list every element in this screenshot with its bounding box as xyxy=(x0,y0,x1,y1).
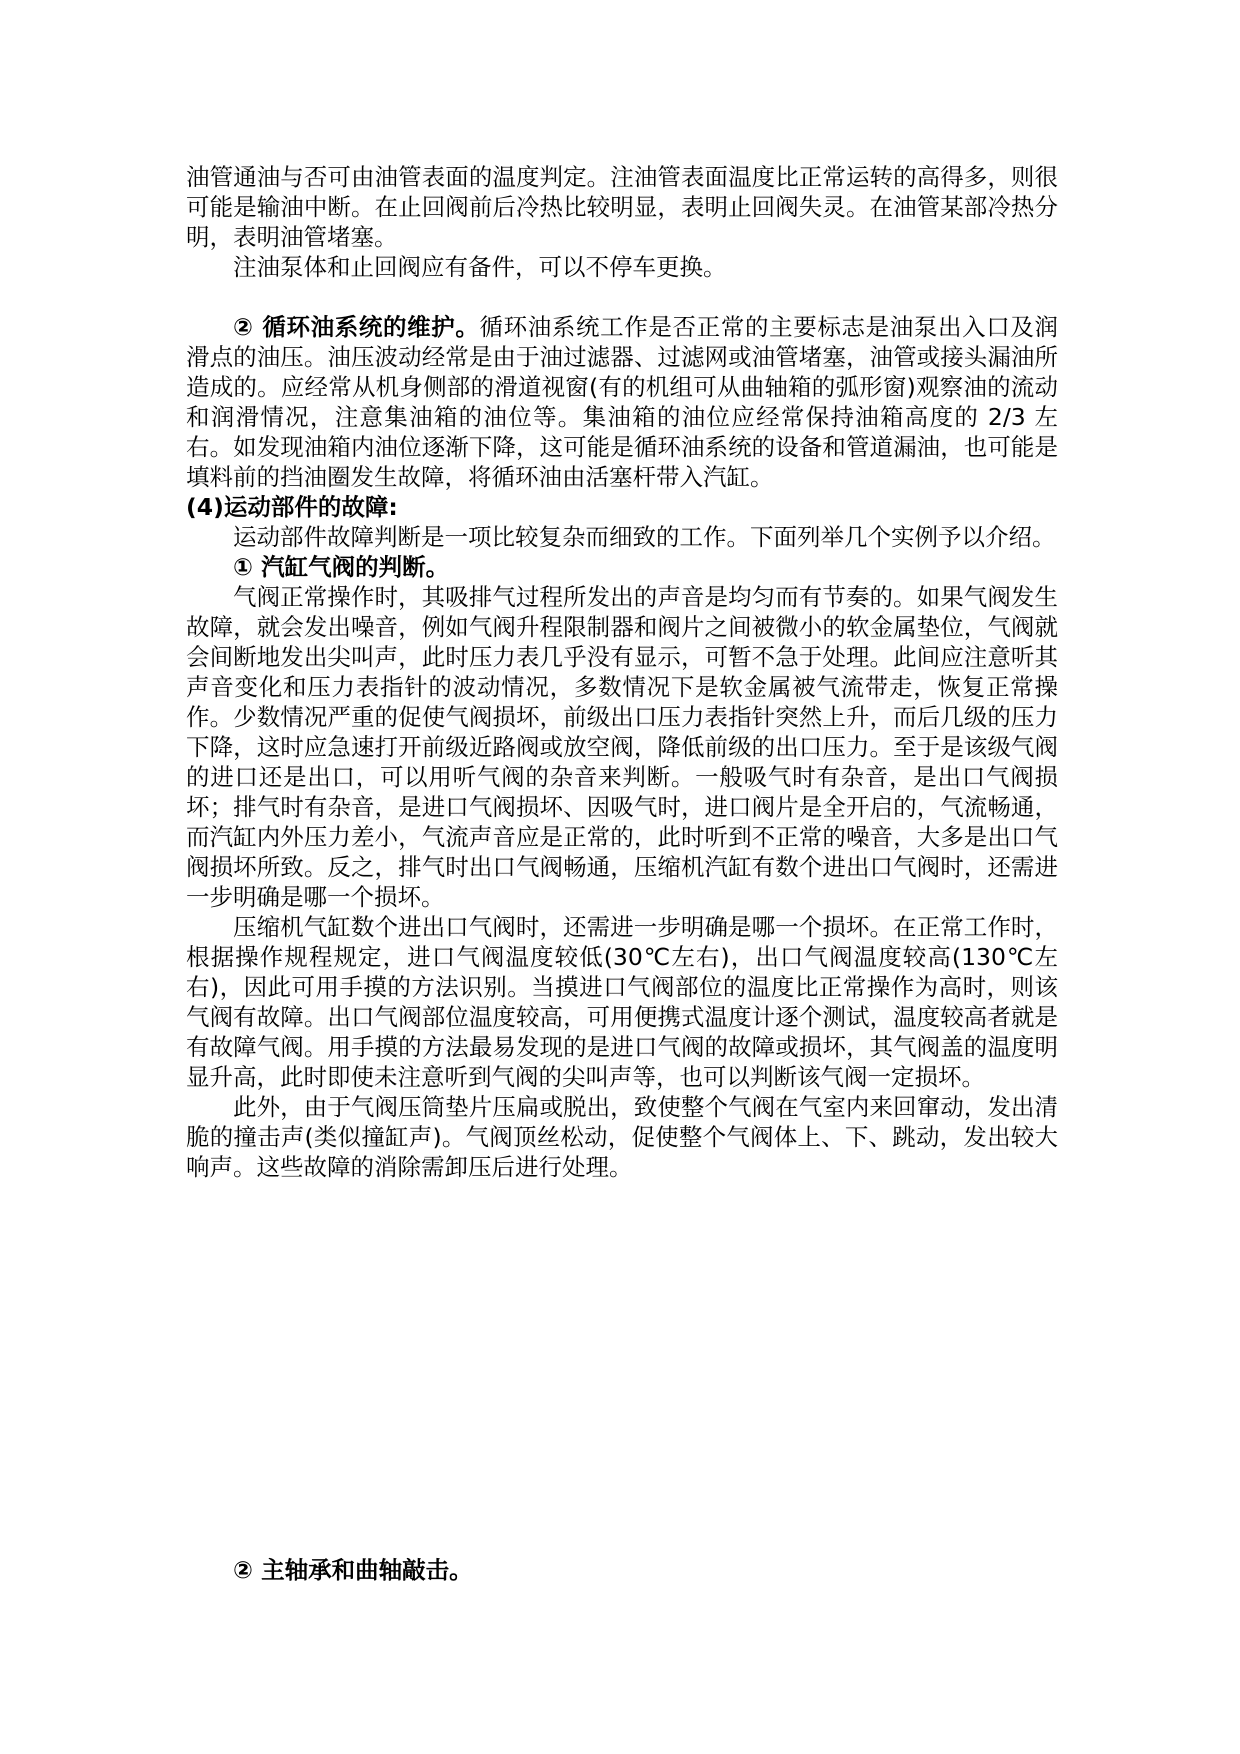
paragraph-oil-pipe-temperature: 油管通油与否可由油管表面的温度判定。注油管表面温度比正常运转的高得多，则很可能是输油中断。在止回阀前后冷热比较明显，表明止回阀失灵。在油管某部冷热分明，表明油管堵塞。 xyxy=(186,163,1058,251)
document-body xyxy=(186,162,1058,1182)
paragraph-circulating-oil-body: 循环油系统工作是否正常的主要标志是油泵出入口及润滑点的油压。油压波动经常是由于油过滤器、过滤网或油管堵塞，油管或接头漏油所造成的。应经常从机身侧部的滑道视窗(有的机组可从曲轴箱的弧形窗)观察油的流动和润滑情况，注意集油箱的油位等。集油箱的油位应经常保持油箱高度的 2/3 左右。如发现油箱内油位逐渐下降，这可能是循环油系统的设备和管道漏油，也可能是填料前的挡油圈发生故障，将循环油由活塞杆带入汽缸。 xyxy=(186,313,1059,491)
paragraph-valve-looseness: 此外，由于气阀压筒垫片压扁或脱出，致使整个气阀在气室内来回窜动，发出清脆的撞击声(类似撞缸声)。气阀顶丝松动，促使整个气阀体上、下、跳动，发出较大响声。这些故障的消除需卸压后进行处理。 xyxy=(186,1093,1058,1181)
paragraph-valve-temperature: 压缩机气缸数个进出口气阀时，还需进一步明确是哪一个损坏。在正常工作时，根据操作规程规定，进口气阀温度较低(30℃左右)，出口气阀温度较高(130℃左右)，因此可用手摸的方法识别。当摸进口气阀部位的温度比正常操作为高时，则该气阀有故障。出口气阀部位温度较高，可用便携式温度计逐个测试，温度较高者就是有故障气阀。用手摸的方法最易发现的是进口气阀的故障或损坏，其气阀盖的温度明显升高，此时即使未注意听到气阀的尖叫声等，也可以判断该气阀一定损坏。 xyxy=(186,913,1058,1091)
section-heading-moving-parts: (4)运动部件的故障: xyxy=(186,493,398,521)
section-heading-circulating-oil: ② 循环油系统的维护。 xyxy=(233,313,480,341)
paragraph-circulating-oil-maintenance xyxy=(186,312,1058,492)
section-heading-main-bearing: ② 主轴承和曲轴敲击。 xyxy=(233,1556,473,1584)
paragraph-moving-parts-intro: 运动部件故障判断是一项比较复杂而细致的工作。下面列举几个实例予以介绍。 xyxy=(233,523,1056,551)
paragraph-spare-parts: 注油泵体和止回阀应有备件，可以不停车更换。 xyxy=(233,253,727,281)
paragraph-valve-noise: 气阀正常操作时，其吸排气过程所发出的声音是均匀而有节奏的。如果气阀发生故障，就会发出噪音，例如气阀升程限制器和阀片之间被微小的软金属垫位，气阀就会间断地发出尖叫声，此时压力表几乎没有显示，可暂不急于处理。此间应注意听其声音变化和压力表指针的波动情况，多数情况下是软金属被气流带走，恢复正常操作。少数情况严重的促使气阀损坏，前级出口压力表指针突然上升，而后几级的压力下降，这时应急速打开前级近路阀或放空阀，降低前级的出口压力。至于是该级气阀的进口还是出口，可以用听气阀的杂音来判断。一般吸气时有杂音，是出口气阀损坏；排气时有杂音，是进口气阀损坏、因吸气时，进口阀片是全开启的，气流畅通，而汽缸内外压力差小，气流声音应是正常的，此时听到不正常的噪音，大多是出口气阀损坏所致。反之，排气时出口气阀畅通，压缩机汽缸有数个进出口气阀时，还需进一步明确是哪一个损坏。 xyxy=(186,583,1058,911)
section-heading-cylinder-valve: ① 汽缸气阀的判断。 xyxy=(233,553,450,581)
